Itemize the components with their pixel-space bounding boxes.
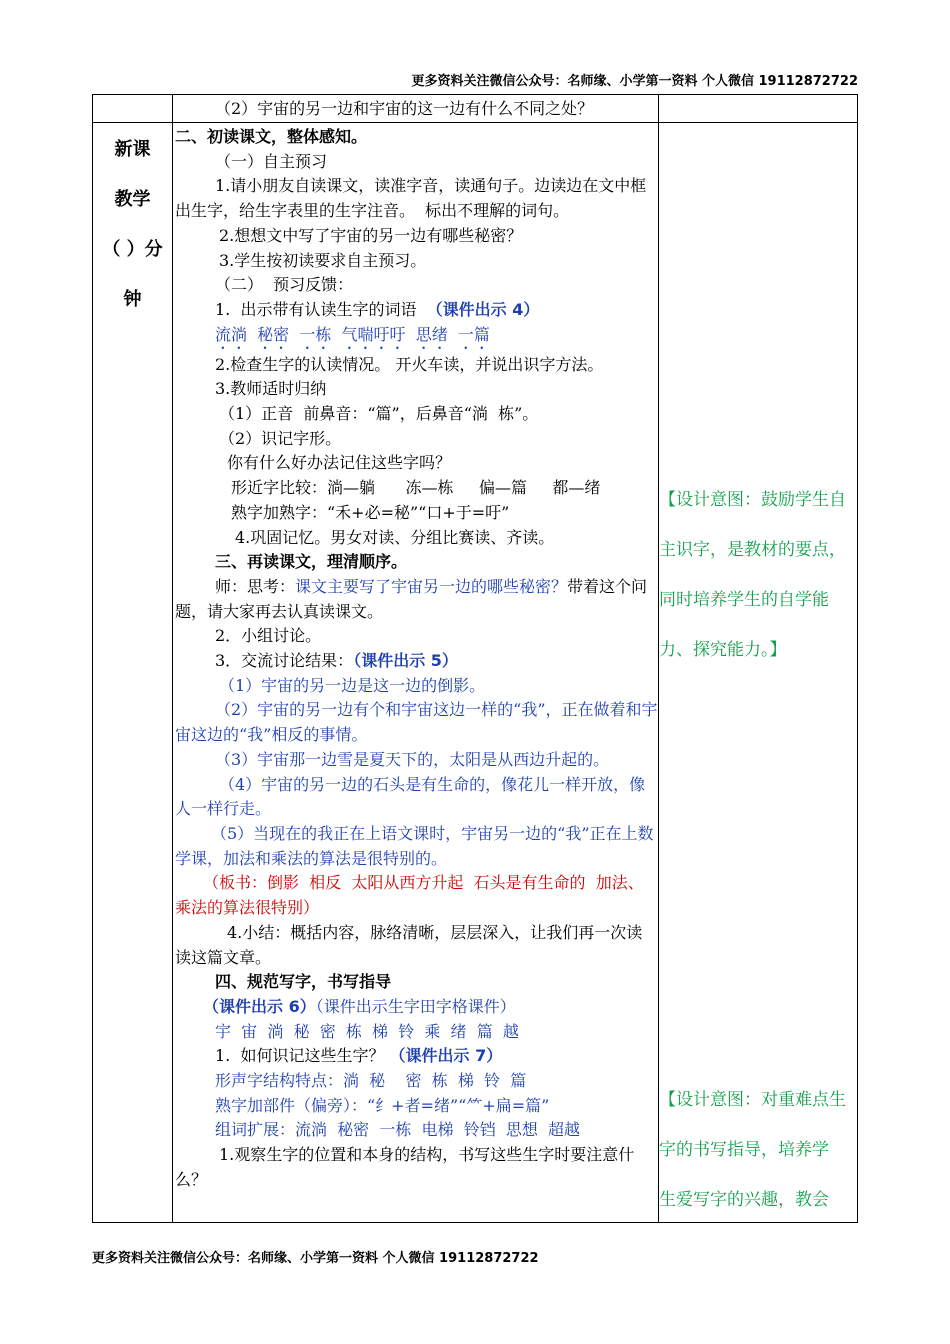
design-note-line: 生爱写字的兴趣，教会	[659, 1190, 829, 1210]
stage-label-line: 新课	[114, 139, 151, 160]
paragraph: 2.想想文中写了宇宙的另一边有哪些秘密？	[219, 225, 523, 245]
subsection-title: （一）自主预习	[215, 151, 328, 171]
section-title: 三、再读课文，理清顺序。	[215, 552, 408, 572]
section-title: 二、初读课文，整体感知。	[175, 127, 368, 146]
paragraph	[175, 575, 658, 624]
design-note-line: 同时培养学生的自学能	[659, 590, 829, 610]
paragraph	[175, 1044, 658, 1069]
paragraph-text: 带着这个问题，请大家再去认真读课文。	[175, 576, 648, 621]
paragraph: 2.检查生字的认读情况。 开火车读，并说出识字方法。	[215, 354, 604, 374]
paragraph: 1.观察生字的位置和本身的结构，书写这些生字时要注意什么？	[175, 1145, 635, 1189]
design-note-line: 【设计意图：鼓励学生自	[659, 490, 846, 510]
design-notes-cell	[659, 123, 858, 1223]
paragraph: 你有什么好办法记住这些字吗？	[227, 453, 452, 473]
paragraph: 形声字结构特点：淌 秘 密 栋 梯 铃 篇	[215, 1071, 527, 1091]
paragraph: 4.小结：概括内容，脉络清晰，层层深入，让我们再一次读读这篇文章。	[175, 922, 643, 967]
paragraph-text: 1. 出示带有认读生字的词语	[215, 299, 427, 319]
paragraph: 4.巩固记忆。男女对读、分组比赛读、齐读。	[235, 527, 555, 547]
stage-label-cell	[93, 123, 173, 1223]
paragraph: 形近字比较：淌—躺 冻—栋 偏—篇 都—绪	[231, 478, 601, 498]
design-note	[659, 475, 857, 675]
paragraph: 3.教师适时归纳	[215, 379, 327, 399]
design-note-line: 【设计意图：对重难点生	[659, 1090, 846, 1110]
paragraph: 2．小组讨论。	[215, 626, 322, 646]
stage-label-line: 钟	[123, 289, 142, 310]
paragraph-text: （课件出示生字田字格课件）	[315, 996, 516, 1016]
courseware-tag: （课件出示 4）	[426, 299, 540, 319]
characters-list: 宇 宙 淌 秘 密 栋 梯 铃 乘 绪 篇 越	[215, 1021, 519, 1041]
courseware-tag: （课件出示 5）	[353, 651, 458, 671]
courseware-tag: （课件出示 7）	[389, 1046, 503, 1066]
paragraph: 3.学生按初读要求自主预习。	[219, 250, 427, 270]
highlight-question: 课文主要写了宇宙另一边的哪些秘密？	[295, 576, 568, 596]
design-note-line: 力、探究能力。】	[659, 640, 787, 660]
answer-item: （1）宇宙的另一边是这一边的倒影。	[219, 675, 486, 695]
paragraph: 组词扩展：流淌 秘密 一栋 电梯 铃铛 思想 超越	[215, 1120, 581, 1140]
paragraph: （1）正音 前鼻音：“篇”，后鼻音“淌 栋”。	[219, 404, 539, 424]
stage-label-line: （ ）分	[102, 239, 163, 260]
answer-item: （3）宇宙那一边雪是夏天下的，太阳是从西边升起的。	[215, 749, 610, 769]
answer-item: （2）宇宙的另一边有个和宇宙这边一样的“我”，正在做着和宇宙这边的“我”相反的事情。	[175, 700, 658, 745]
subsection-title: （二） 预习反馈：	[215, 275, 354, 295]
page-footer: 更多资料关注微信公众号：名师缘、小学第一资料 个人微信 19112872722	[92, 1251, 539, 1266]
answer-item: （5）当现在的我正在上语文课时，宇宙另一边的“我”正在上数学课，加法和乘法的算法是很特别的。	[175, 823, 654, 868]
design-note-line: 主识字，是教材的要点，	[659, 540, 846, 560]
paragraph-text: 1. 如何识记这些生字？	[215, 1046, 390, 1066]
answer-item: （4）宇宙的另一边的石头是有生命的，像花儿一样开放，像人一样行走。	[175, 774, 646, 819]
paragraph	[175, 995, 658, 1020]
paragraph: 熟字加部件（偏旁）：“纟+者=绪”“⺮+扁=篇”	[215, 1095, 550, 1115]
paragraph: （2）识记字形。	[219, 428, 342, 448]
table-row	[93, 123, 858, 1223]
blackboard-note: （板书：倒影 相反 太阳从西方升起 石头是有生命的 加法、乘法的算法很特别）	[175, 873, 644, 918]
design-note-line: 字的书写指导，培养学	[659, 1140, 829, 1160]
table-row	[93, 95, 858, 123]
design-note	[659, 1075, 857, 1225]
right-cell-empty	[659, 95, 858, 123]
vocabulary-words: 流淌 秘密 一栋 气喘吁吁 思绪 一篇	[215, 324, 490, 344]
page-header: 更多资料关注微信公众号：名师缘、小学第一资料 个人微信 19112872722	[411, 74, 858, 89]
paragraph	[175, 298, 658, 323]
lesson-plan-table	[92, 94, 858, 1223]
paragraph: 1.请小朋友自读课文，读准字音，读通句子。边读边在文中框出生字，给生字表里的生字注音。 标出不理解的词句。	[175, 176, 647, 221]
section-title: 四、规范写字，书写指导	[215, 972, 392, 992]
paragraph-text: 师：思考：	[215, 576, 296, 596]
paragraph: 熟字加熟字：“禾+必=秘”“口+于=吁”	[231, 502, 510, 522]
left-cell-empty	[93, 95, 173, 123]
paragraph-text: 3．交流讨论结果：	[215, 651, 354, 671]
courseware-tag: （课件出示 6）	[203, 996, 316, 1016]
question-cell: （2）宇宙的另一边和宇宙的这一边有什么不同之处？	[173, 95, 659, 123]
teaching-content-cell	[173, 123, 659, 1223]
paragraph	[175, 649, 658, 674]
stage-label-line: 教学	[114, 189, 151, 210]
